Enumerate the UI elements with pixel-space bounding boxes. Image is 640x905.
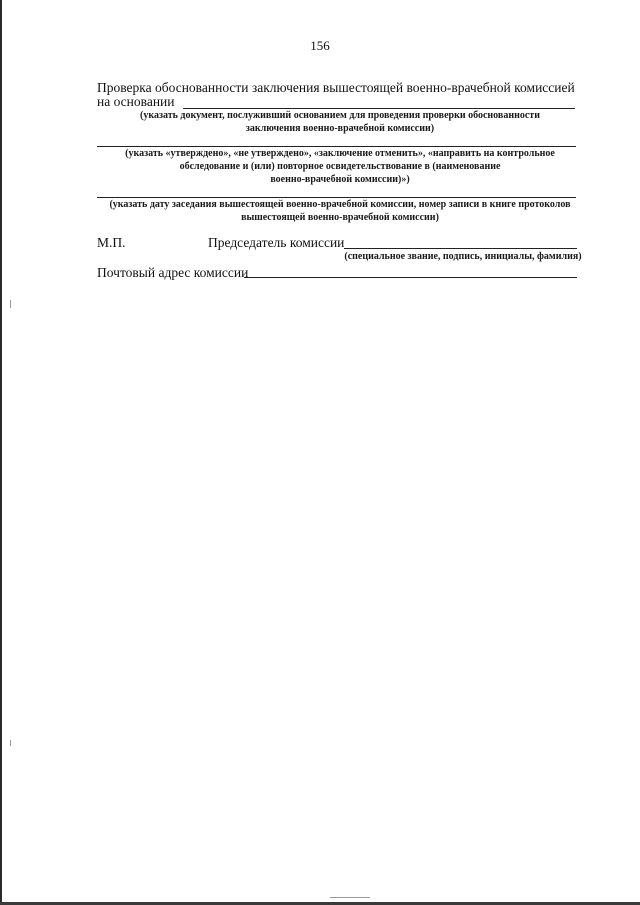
chairman-hint: (специальное звание, подпись, инициалы, фамилия): [344, 251, 582, 262]
check-title-line2: на основании: [97, 94, 175, 109]
hint-date: [100, 198, 580, 224]
chairman-label: Председатель комиссии: [208, 235, 345, 250]
hint-date-line1: (указать дату заседания вышестоящей военно-врачебной комиссии, номер записи в книге протоколов: [109, 199, 571, 210]
check-title-line1: Проверка обоснованности заключения вышестоящей военно-врачебной комиссией: [97, 80, 575, 95]
hint-document-line2: заключения военно-врачебной комиссии): [245, 123, 435, 134]
hint-decision-line3: военно-врачебной комиссии)»): [270, 174, 410, 185]
hint-decision-line1: (указать «утверждено», «не утверждено», «заключение отменить», «направить на контрольное: [125, 148, 555, 159]
scan-speck: [330, 897, 370, 898]
page-edge-left: [0, 0, 2, 905]
page-number: 156: [310, 38, 330, 53]
hint-date-line2: вышестоящей военно-врачебной комиссии): [241, 212, 439, 223]
hint-decision: [105, 147, 575, 186]
hint-decision-line2: обследование и (или) повторное освидетельствование в (наименование: [179, 161, 501, 172]
chairman-signature-line[interactable]: [344, 248, 577, 249]
scan-speck: [10, 300, 11, 308]
address-fill-line[interactable]: [244, 277, 577, 278]
hint-document-line1: (указать документ, послуживший основанием для проведения проверки обоснованности: [140, 110, 540, 121]
address-label: Почтовый адрес комиссии: [97, 265, 249, 280]
scan-speck: [10, 740, 11, 746]
stamp-label: М.П.: [97, 235, 126, 250]
hint-document: [120, 109, 560, 135]
